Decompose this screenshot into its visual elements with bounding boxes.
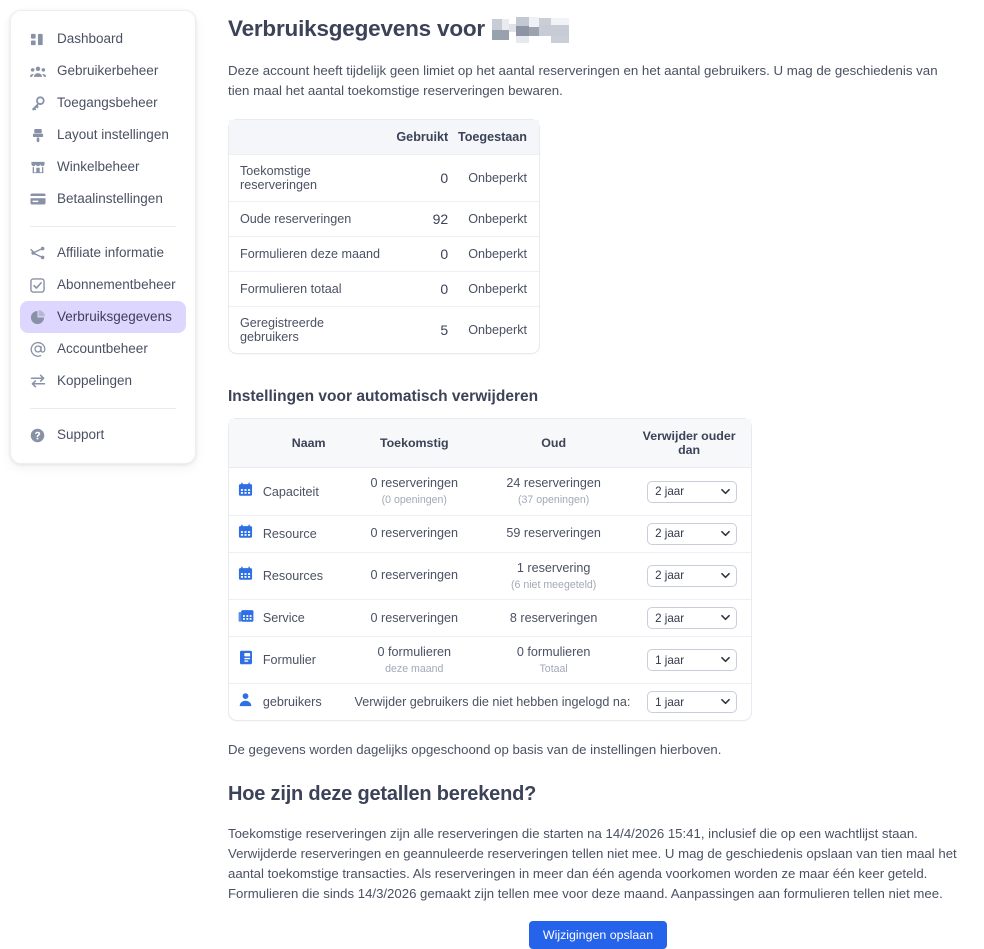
cleanup-row-future — [355, 515, 475, 552]
sidebar-item-abonnementbeheer[interactable] — [20, 269, 186, 301]
cleanup-header-delete-older: Verwijder ouder dan — [633, 419, 751, 468]
cleanup-row-old-sub: (37 openingen) — [518, 494, 590, 507]
sidebar-item-label: Gebruikerbeheer — [57, 63, 159, 79]
usage-row-used: 5 — [384, 307, 452, 354]
cleanup-row-old-sub: (6 niet meegeteld) — [510, 578, 597, 591]
usage-row-label: Geregistreerde gebruikers — [229, 307, 384, 354]
cleanup-row-old-main: 1 reservering — [516, 560, 591, 575]
cleanup-row-name: Resources — [263, 552, 355, 599]
cleanup-row-future-sub: deze maand — [385, 663, 444, 675]
at-sign-icon — [29, 341, 46, 358]
sidebar-item-betaalinstellingen[interactable] — [20, 183, 186, 215]
cleanup-table-head — [229, 419, 751, 468]
cleanup-table — [229, 419, 751, 720]
usage-header-allowed: Toegestaan — [452, 120, 539, 155]
table-row — [229, 468, 751, 515]
table-row — [229, 637, 751, 684]
how-calculated-heading: Hoe zijn deze getallen berekend? — [228, 783, 537, 806]
page-title — [228, 15, 968, 43]
sidebar-item-label: Dashboard — [57, 31, 124, 47]
sidebar-item-label: Betaalinstellingen — [57, 191, 163, 207]
retention-select[interactable] — [647, 649, 737, 671]
table-row — [229, 515, 751, 552]
usage-header-blank — [229, 120, 384, 155]
table-row — [229, 552, 751, 599]
cleanup-row-old-main: 59 reserveringen — [506, 526, 601, 541]
sidebar-item-winkelbeheer[interactable] — [20, 151, 186, 183]
cleanup-row-name: gebruikers — [263, 684, 355, 721]
retention-select-wrap — [647, 565, 737, 587]
cleanup-row-select-cell — [633, 515, 751, 552]
usage-table-head — [229, 120, 539, 155]
user-icon — [238, 692, 253, 707]
retention-select-wrap — [647, 523, 737, 545]
cleanup-section-heading: Instellingen voor automatisch verwijderen — [228, 388, 539, 406]
cleanup-row-select-cell — [633, 552, 751, 599]
calendar-icon — [238, 482, 253, 497]
calendar-stack-icon — [238, 608, 254, 623]
cleanup-row-name: Service — [263, 600, 355, 637]
intro-paragraph: Deze account heeft tijdelijk geen limiet op het aantal reserveringen en het aantal gebruikers. U mag de geschiedenis van tien maal het aantal toekomstige reserveringen bewaren. — [228, 63, 938, 99]
cleanup-header-icon — [229, 419, 263, 468]
sidebar-item-layout-instellingen[interactable] — [20, 119, 186, 151]
usage-row-allowed: Onbeperkt — [452, 237, 539, 272]
calendar-icon — [238, 566, 253, 581]
cleanup-row-old — [474, 637, 633, 684]
usage-row-used: 0 — [384, 155, 452, 202]
table-row — [229, 237, 539, 272]
cleanup-row-old-main: 8 reserveringen — [509, 610, 598, 625]
cleanup-row-icon-cell — [229, 600, 263, 637]
sidebar-item-label: Verbruiksgegevens — [57, 309, 172, 325]
usage-table-body — [229, 155, 539, 354]
retention-select[interactable] — [647, 607, 737, 629]
cleanup-row-old-sub: Totaal — [539, 663, 568, 675]
sidebar-item-koppelingen[interactable] — [20, 365, 186, 397]
cleanup-row-select-cell — [633, 637, 751, 684]
sidebar-item-label: Toegangsbeheer — [57, 95, 158, 111]
cleanup-row-future-sub: (0 openingen) — [381, 494, 447, 507]
cleanup-row-select-cell — [633, 684, 751, 721]
cleanup-row-select-cell — [633, 468, 751, 515]
cleanup-note: De gegevens worden dagelijks opgeschoond op basis van de instellingen hierboven. — [228, 742, 722, 758]
sidebar-item-label: Koppelingen — [57, 373, 133, 389]
cleanup-row-name: Resource — [263, 515, 355, 552]
form-icon — [239, 650, 253, 665]
table-row — [229, 272, 539, 307]
usage-row-label: Formulieren deze maand — [229, 237, 384, 272]
redacted-account-name — [492, 15, 570, 43]
sidebar-item-label: Support — [57, 427, 105, 443]
calendar-icon — [238, 524, 253, 539]
table-row — [229, 155, 539, 202]
cleanup-row-old — [474, 600, 633, 637]
cleanup-row-name: Formulier — [263, 637, 355, 684]
dashboard-icon — [29, 31, 46, 48]
exchange-arrows-icon — [29, 373, 46, 390]
usage-header-used: Gebruikt — [384, 120, 452, 155]
cleanup-table-card — [228, 418, 752, 721]
question-circle-icon — [29, 427, 46, 444]
sidebar-item-label: Layout instellingen — [57, 127, 169, 143]
sidebar-item-dashboard[interactable] — [20, 23, 186, 55]
table-row — [229, 684, 751, 721]
retention-select-wrap — [647, 691, 737, 713]
usage-row-used: 0 — [384, 272, 452, 307]
retention-select-wrap — [647, 649, 737, 671]
sidebar-item-label: Winkelbeheer — [57, 159, 140, 175]
retention-select-wrap — [647, 481, 737, 503]
table-row — [229, 202, 539, 237]
cleanup-row-old-main: 24 reserveringen — [506, 476, 601, 491]
sidebar-item-label: Affiliate informatie — [57, 245, 165, 261]
cleanup-row-old-main: 0 formulieren — [516, 645, 591, 659]
sidebar-item-gebruikerbeheer[interactable] — [20, 55, 186, 87]
retention-select[interactable] — [647, 691, 737, 713]
sidebar — [10, 10, 196, 464]
cleanup-row-icon-cell — [229, 468, 263, 515]
cleanup-table-body — [229, 468, 751, 720]
cleanup-row-future — [355, 637, 475, 684]
page-title-text: Verbruiksgegevens voor — [228, 16, 485, 41]
usage-row-allowed: Onbeperkt — [452, 307, 539, 354]
cleanup-row-icon-cell — [229, 637, 263, 684]
cleanup-header-old: Oud — [474, 419, 633, 468]
sidebar-item-affiliate-informatie[interactable] — [20, 237, 186, 269]
cleanup-row-icon-cell — [229, 552, 263, 599]
cleanup-row-old — [474, 515, 633, 552]
usage-header-row — [229, 120, 539, 155]
sidebar-item-verbruiksgegevens[interactable] — [20, 301, 186, 333]
cleanup-row-icon-cell — [229, 684, 263, 721]
cleanup-row-future-main: 0 formulieren — [377, 645, 452, 659]
cleanup-row-wide-label: Verwijder gebruikers die niet hebben ingelogd na: — [355, 684, 634, 721]
cleanup-row-old — [474, 468, 633, 515]
cleanup-row-future-main: 0 reserveringen — [370, 476, 459, 491]
cleanup-row-future — [355, 468, 475, 515]
cleanup-row-future — [355, 600, 475, 637]
cleanup-header-row — [229, 419, 751, 468]
cleanup-row-future — [355, 552, 475, 599]
usage-row-allowed: Onbeperkt — [452, 155, 539, 202]
sidebar-divider — [30, 408, 176, 409]
save-button-row — [228, 921, 968, 949]
save-changes-button[interactable]: Wijzigingen opslaan — [529, 921, 667, 949]
pie-chart-icon — [29, 309, 46, 326]
sidebar-item-support[interactable] — [20, 419, 186, 451]
users-icon — [29, 63, 46, 80]
how-calculated-body: Toekomstige reserveringen zijn alle reserveringen die starten na 14/4/2026 15:41, inclusief die op een wachtlijst staan. Verwijderde reserveringen en geannuleerde reserveringen tellen niet mee. U mag de geschiedenis opslaan van tien maal het aantal toekomstige transacties. Als reserveringen in meer dan één agenda voorkomen worden ze maar één keer geteld. Formulieren die sinds 14/3/2026 gemaakt zijn tellen mee voor deze maand. Aanpassingen aan formulieren tellen niet mee. — [228, 826, 957, 902]
main-content — [228, 0, 968, 949]
usage-row-allowed: Onbeperkt — [452, 272, 539, 307]
sidebar-item-label: Abonnementbeheer — [57, 277, 176, 293]
usage-row-allowed: Onbeperkt — [452, 202, 539, 237]
share-nodes-icon — [29, 245, 46, 262]
cleanup-header-future: Toekomstig — [355, 419, 475, 468]
store-icon — [29, 159, 46, 176]
paintbrush-icon — [29, 127, 46, 144]
cleanup-row-future-main: 0 reserveringen — [370, 568, 459, 583]
usage-row-label: Formulieren totaal — [229, 272, 384, 307]
retention-select[interactable] — [647, 523, 737, 545]
sidebar-item-toegangsbeheer[interactable] — [20, 87, 186, 119]
table-row — [229, 307, 539, 354]
usage-table — [229, 120, 539, 353]
cleanup-row-icon-cell — [229, 515, 263, 552]
usage-row-label: Toekomstige reserveringen — [229, 155, 384, 202]
retention-select-wrap — [647, 607, 737, 629]
table-row — [229, 600, 751, 637]
cleanup-row-select-cell — [633, 600, 751, 637]
sidebar-divider — [30, 226, 176, 227]
usage-row-label: Oude reserveringen — [229, 202, 384, 237]
usage-table-card — [228, 119, 540, 354]
cleanup-row-old — [474, 552, 633, 599]
sidebar-item-label: Accountbeheer — [57, 341, 148, 357]
cleanup-row-future-main: 0 reserveringen — [370, 526, 459, 541]
cleanup-row-name: Capaciteit — [263, 468, 355, 515]
cleanup-header-name: Naam — [263, 419, 355, 468]
retention-select[interactable] — [647, 481, 737, 503]
usage-row-used: 0 — [384, 237, 452, 272]
checkbox-icon — [29, 277, 46, 294]
sidebar-item-accountbeheer[interactable] — [20, 333, 186, 365]
credit-card-icon — [29, 191, 46, 208]
key-icon — [29, 95, 46, 112]
usage-row-used: 92 — [384, 202, 452, 237]
cleanup-row-future-main: 0 reserveringen — [370, 610, 459, 625]
retention-select[interactable] — [647, 565, 737, 587]
